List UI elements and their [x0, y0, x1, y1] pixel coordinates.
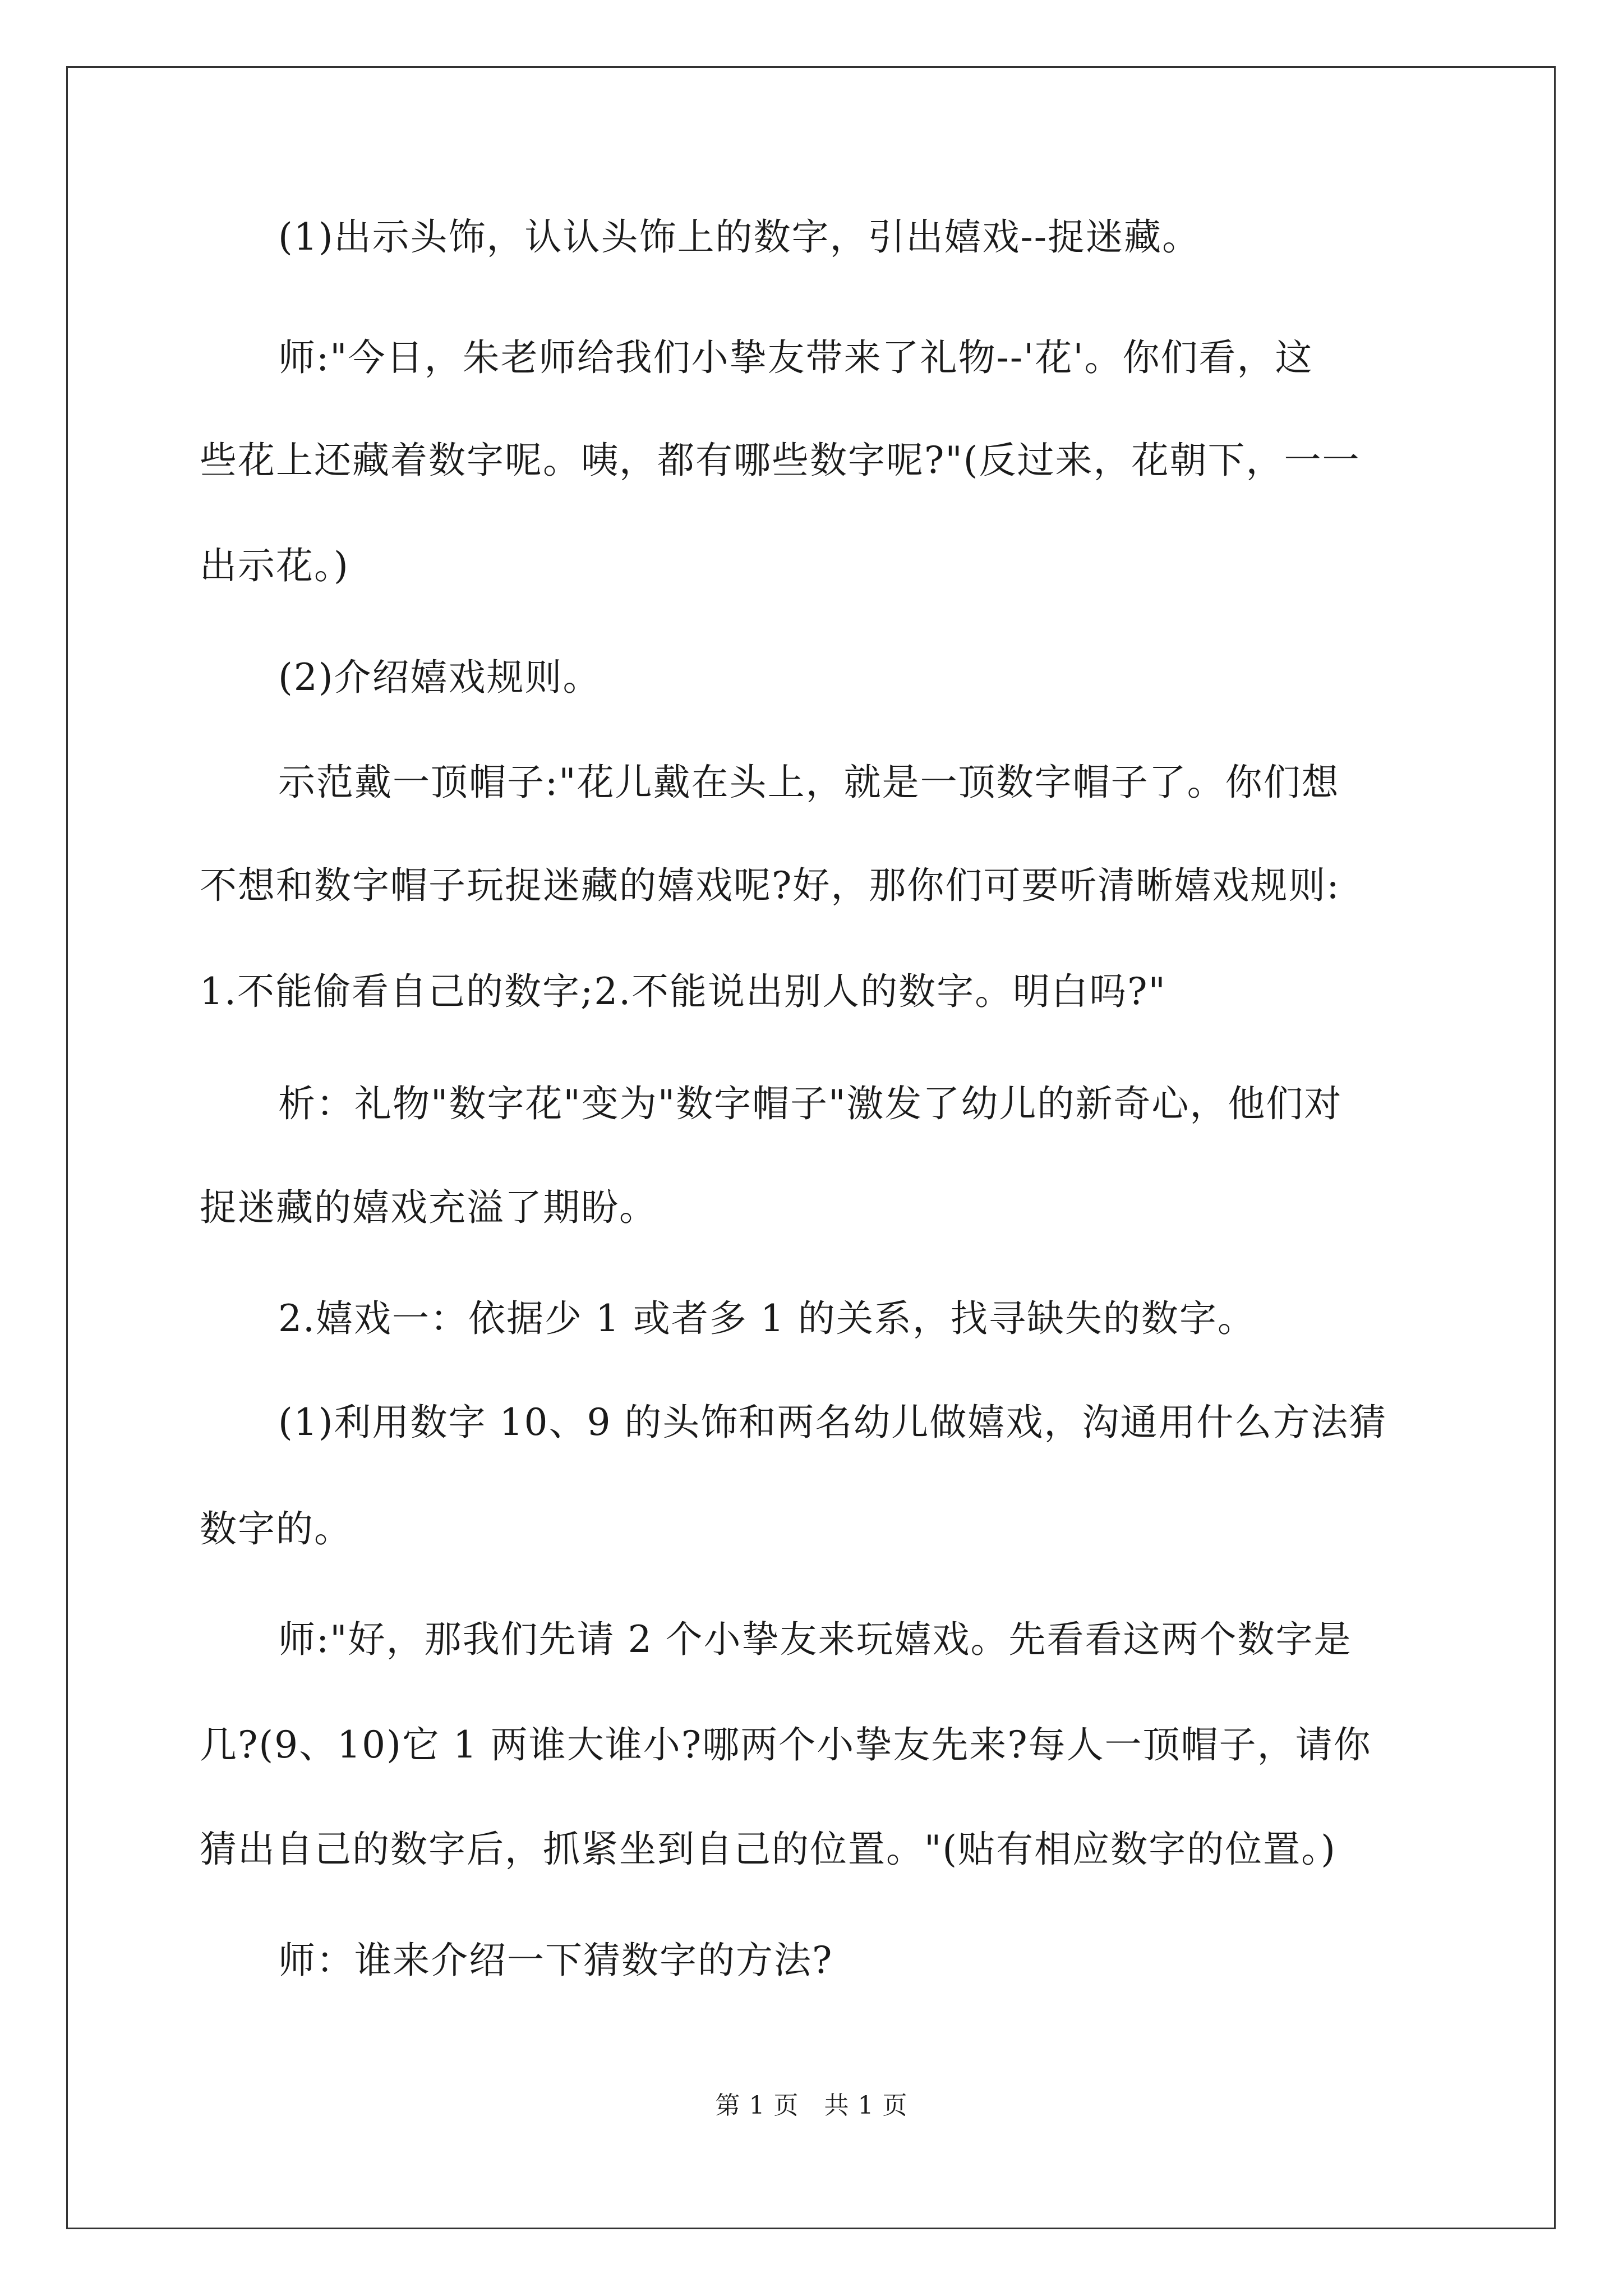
- paragraph-line: 师:"好，那我们先请 2 个小挚友来玩嬉戏。先看看这两个数字是: [278, 1618, 1352, 1661]
- paragraph-line: 师:"今日，朱老师给我们小挚友带来了礼物--'花'。你们看，这: [278, 336, 1313, 379]
- paragraph-line: 1.不能偷看自己的数字;2.不能说出别人的数字。明白吗?": [200, 970, 1166, 1013]
- page-footer: 第 1 页 共 1 页: [715, 2091, 908, 2120]
- paragraph-line: 猜出自己的数字后，抓紧坐到自己的位置。"(贴有相应数字的位置。): [200, 1828, 1336, 1871]
- paragraph-line: 捉迷藏的嬉戏充溢了期盼。: [200, 1186, 657, 1229]
- paragraph-line: 析：礼物"数字花"变为"数字帽子"激发了幼儿的新奇心，他们对: [278, 1082, 1343, 1125]
- paragraph-line: 几?(9、10)它 1 两谁大谁小?哪两个小挚友先来?每人一顶帽子，请你: [200, 1723, 1372, 1766]
- paragraph-line: 些花上还藏着数字呢。咦，都有哪些数字呢?"(反过来，花朝下，一一: [200, 439, 1361, 482]
- paragraph-line: 示范戴一顶帽子:"花儿戴在头上，就是一顶数字帽子了。你们想: [278, 761, 1340, 804]
- paragraph-line: 师：谁来介绍一下猜数字的方法?: [278, 1939, 833, 1982]
- paragraph-line: (1)利用数字 10、9 的头饰和两名幼儿做嬉戏，沟通用什么方法猜: [278, 1401, 1387, 1444]
- paragraph-line: 2.嬉戏一：依据少 1 或者多 1 的关系，找寻缺失的数字。: [278, 1297, 1256, 1340]
- paragraph-line: 数字的。: [200, 1507, 352, 1550]
- paragraph-line: 出示花。): [200, 544, 349, 587]
- paragraph-line: (1)出示头饰，认认头饰上的数字，引出嬉戏--捉迷藏。: [278, 215, 1201, 259]
- page-border: [66, 66, 1556, 2229]
- paragraph-line: (2)介绍嬉戏规则。: [278, 656, 601, 699]
- paragraph-line: 不想和数字帽子玩捉迷藏的嬉戏呢?好，那你们可要听清晰嬉戏规则:: [200, 864, 1340, 907]
